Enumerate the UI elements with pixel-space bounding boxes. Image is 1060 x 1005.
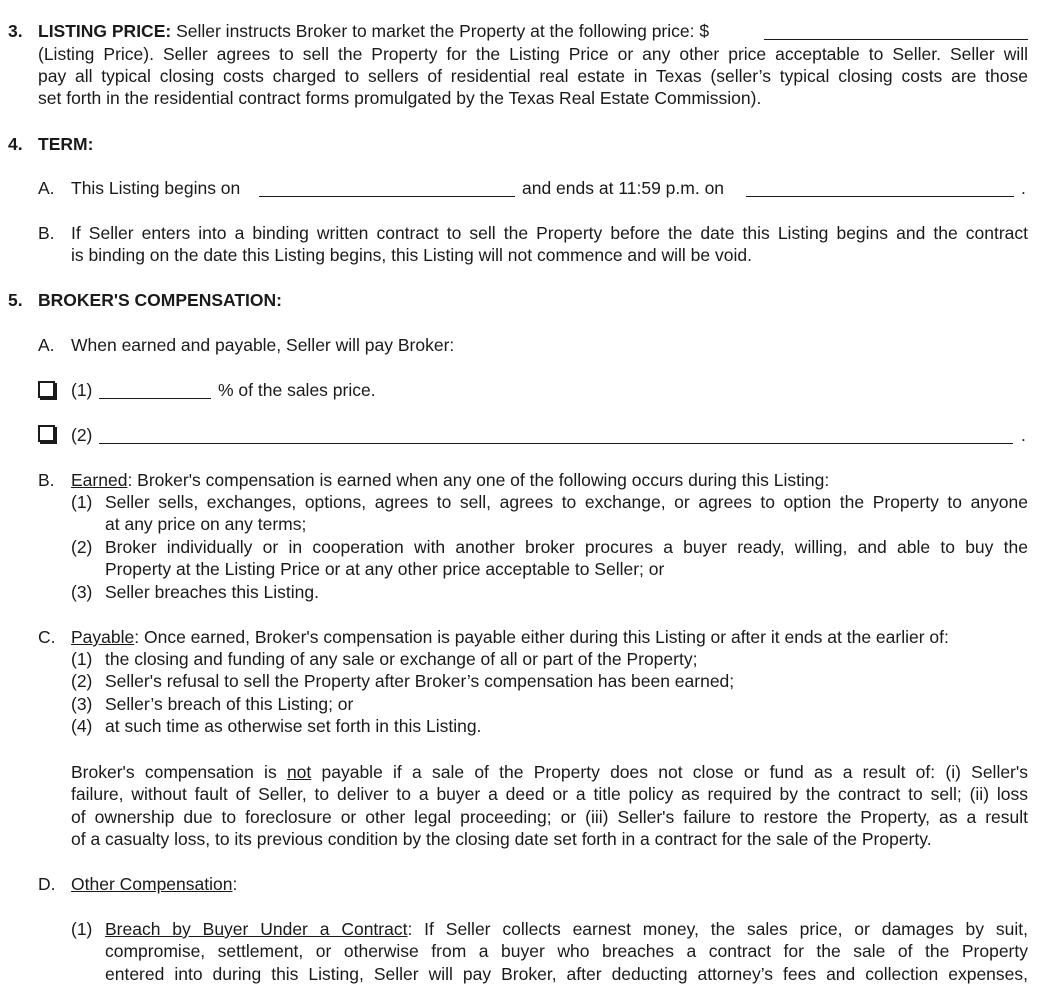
option-1-checkbox[interactable] xyxy=(38,381,55,398)
payable-item-text: at such time as otherwise set forth in this Listing. xyxy=(105,716,482,736)
term-a-letter: A. xyxy=(38,178,55,198)
section-heading: BROKER'S COMPENSATION: xyxy=(38,290,282,310)
option-2-number: (2) xyxy=(71,425,93,445)
term-b-line-1: If Seller enters into a binding written contract to sell the Property before the date this Listing begins and the contract xyxy=(71,223,1028,243)
payable-item-number: (2) xyxy=(71,671,93,691)
payable-item-text: Seller’s breach of this Listing; or xyxy=(105,694,354,714)
comp-c-letter: C. xyxy=(38,627,56,647)
comp-a-text: When earned and payable, Seller will pay Broker: xyxy=(71,335,455,355)
term-a-text-2: and ends at 11:59 p.m. on xyxy=(522,178,725,198)
breach-text: : If Seller collects earnest money, the sales price, or damages by suit, xyxy=(407,919,1028,939)
option-1-text: % of the sales price. xyxy=(218,380,376,400)
comp-a-letter: A. xyxy=(38,335,55,355)
payable-item-number: (1) xyxy=(71,649,93,669)
earned-item-1-line-2: at any price on any terms; xyxy=(105,514,307,534)
listing-price-field[interactable] xyxy=(764,22,1028,40)
section-number: 3. xyxy=(8,21,23,41)
earned-item-3-line-1: Seller breaches this Listing. xyxy=(105,582,319,602)
option-2-checkbox[interactable] xyxy=(38,425,55,442)
section-number: 5. xyxy=(8,290,23,310)
not-payable-line-3: of ownership due to foreclosure or other legal proceeding; or (iii) Seller's failure to restore the Property, as a result xyxy=(71,807,1028,827)
earned-item-2-line-2: Property at the Listing Price or at any other price acceptable to Seller; or xyxy=(105,559,665,579)
not-payable-line-2: failure, without fault of Seller, to deliver to a buyer a deed or a title policy as required by the contract to sell; (ii) loss xyxy=(71,784,1028,804)
payable-text: : Once earned, Broker's compensation is payable either during this Listing or after it ends at the earlier of: xyxy=(134,627,949,647)
payable-item-text: Seller's refusal to sell the Property after Broker’s compensation has been earned; xyxy=(105,671,735,691)
other-item-number: (1) xyxy=(71,919,93,939)
payable-item-number: (3) xyxy=(71,694,93,714)
listing-price-line-1 xyxy=(38,20,709,43)
breach-line-2: compromise, settlement, or otherwise from a buyer who breaches a contract for the sale of the Property xyxy=(105,941,1028,961)
section-heading: LISTING PRICE: xyxy=(38,21,172,41)
earned-item-1-line-1: Seller sells, exchanges, options, agrees to sell, agrees to exchange, or agrees to option the Property to anyone xyxy=(105,492,1028,512)
term-b-letter: B. xyxy=(38,223,55,243)
not-payable-pre: Broker's compensation is xyxy=(71,762,277,782)
breach-line-1 xyxy=(105,918,1028,941)
section-heading: TERM: xyxy=(38,134,94,154)
earned-item-number: (1) xyxy=(71,492,93,512)
comp-d-heading xyxy=(71,873,237,896)
comp-b-letter: B. xyxy=(38,470,55,490)
term-a-end: . xyxy=(1021,178,1026,198)
other-compensation-field[interactable] xyxy=(99,426,1013,444)
listing-price-line-4: set forth in the residential contract forms promulgated by the Texas Real Estate Commission). xyxy=(38,88,762,108)
earned-term: Earned xyxy=(71,470,128,490)
other-compensation-colon: : xyxy=(232,874,238,894)
listing-price-line-3: pay all typical closing costs charged to sellers of residential real estate in Texas (seller’s typical closing costs are those xyxy=(38,66,1028,86)
section-number: 4. xyxy=(8,134,23,154)
listing-begin-date-field[interactable] xyxy=(259,179,515,197)
percentage-field[interactable] xyxy=(99,381,211,399)
breach-term: Breach by Buyer Under a Contract xyxy=(105,919,408,939)
not-payable-line-4: of a casualty loss, to its previous condition by the closing date set forth in a contract for the sale of the Property. xyxy=(71,829,932,849)
comp-d-letter: D. xyxy=(38,874,56,894)
comp-c-text xyxy=(71,626,949,649)
payable-item-text: the closing and funding of any sale or exchange of all or part of the Property; xyxy=(105,649,698,669)
not-payable-rest: payable if a sale of the Property does not close or fund as a result of: (i) Seller's xyxy=(321,762,1028,782)
breach-line-3: entered into during this Listing, Seller will pay Broker, after deducting attorney’s fees and collection expenses, xyxy=(105,964,1028,984)
payable-item-number: (4) xyxy=(71,716,93,736)
term-b-line-2: is binding on the date this Listing begins, this Listing will not commence and will be void. xyxy=(71,245,752,265)
not-emphasis: not xyxy=(286,762,312,782)
listing-end-date-field[interactable] xyxy=(746,179,1014,197)
comp-b-text xyxy=(71,469,829,492)
listing-price-text: Seller instructs Broker to market the Property at the following price: $ xyxy=(176,21,710,41)
option-1-number: (1) xyxy=(71,380,93,400)
earned-item-number: (2) xyxy=(71,537,93,557)
listing-price-line-2: (Listing Price). Seller agrees to sell the Property for the Listing Price or any other price acceptable to Seller. Seller will xyxy=(38,44,1028,64)
earned-item-2-line-1: Broker individually or in cooperation with another broker procures a buyer ready, willing, and able to buy the xyxy=(105,537,1028,557)
not-payable-line-1 xyxy=(71,761,1028,784)
term-a-text-1: This Listing begins on xyxy=(71,178,241,198)
earned-item-number: (3) xyxy=(71,582,93,602)
payable-term: Payable xyxy=(71,627,135,647)
other-compensation-term: Other Compensation xyxy=(71,874,233,894)
option-2-end: . xyxy=(1021,425,1026,445)
earned-text: : Broker's compensation is earned when any one of the following occurs during this Listing: xyxy=(127,470,830,490)
